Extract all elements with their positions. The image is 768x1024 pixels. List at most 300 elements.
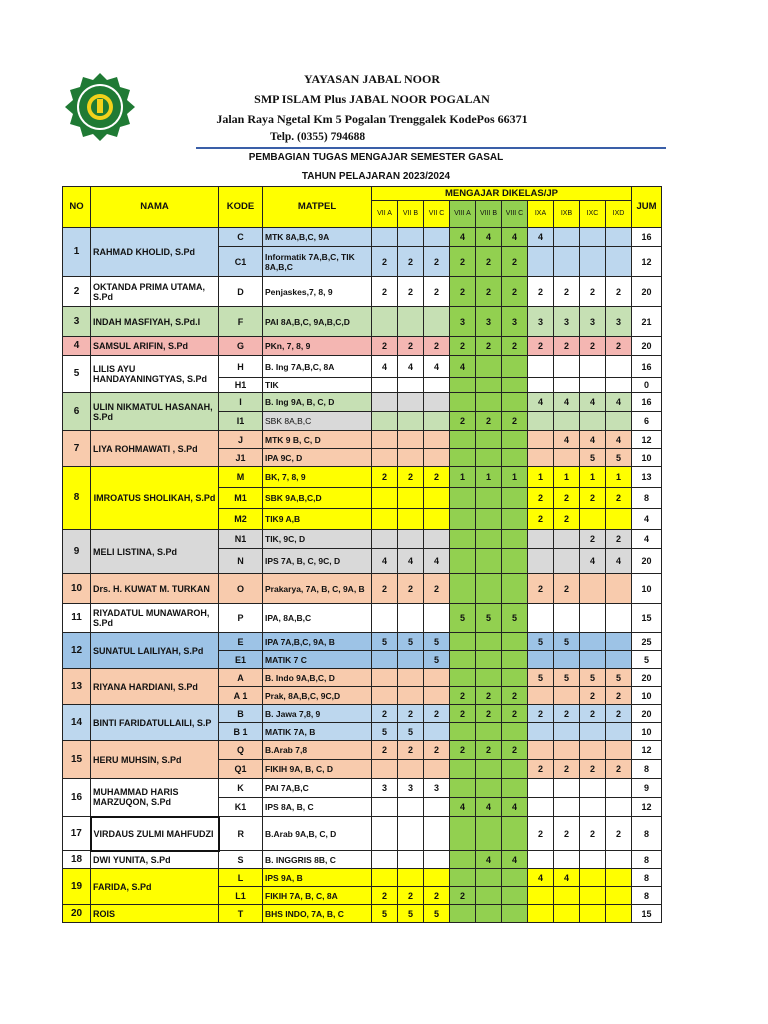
lesson-hours: 2 xyxy=(528,574,554,604)
teacher-name: RAHMAD KHOLID, S.Pd xyxy=(91,228,219,277)
lesson-hours: 2 xyxy=(372,467,398,488)
subject-code: C xyxy=(219,228,263,247)
subject-code: D xyxy=(219,277,263,307)
lesson-hours xyxy=(528,851,554,869)
lesson-hours xyxy=(528,604,554,633)
lesson-hours xyxy=(424,488,450,509)
subject-name: B. INGGRIS 8B, C xyxy=(263,851,372,869)
teacher-no: 11 xyxy=(63,604,91,633)
lesson-hours xyxy=(606,356,632,378)
header-class: VIII B xyxy=(476,201,502,228)
subject-name: IPS 8A, B, C xyxy=(263,798,372,817)
lesson-hours xyxy=(606,412,632,431)
lesson-hours: 2 xyxy=(606,530,632,549)
lesson-hours: 3 xyxy=(502,307,528,337)
lesson-hours xyxy=(398,604,424,633)
lesson-hours xyxy=(450,851,476,869)
lesson-hours xyxy=(450,431,476,449)
total-hours: 8 xyxy=(632,887,662,905)
subject-name: B. Indo 9A,B,C, D xyxy=(263,669,372,687)
lesson-hours xyxy=(398,488,424,509)
teacher-name: HERU MUHSIN, S.Pd xyxy=(91,741,219,779)
lesson-hours xyxy=(528,687,554,705)
lesson-hours xyxy=(580,574,606,604)
lesson-hours xyxy=(398,393,424,412)
lesson-hours xyxy=(398,412,424,431)
lesson-hours xyxy=(554,356,580,378)
lesson-hours xyxy=(424,687,450,705)
total-hours: 15 xyxy=(632,604,662,633)
subject-name: TIK9 A,B xyxy=(263,509,372,530)
lesson-hours: 2 xyxy=(424,741,450,760)
lesson-hours: 2 xyxy=(398,337,424,356)
lesson-hours xyxy=(580,869,606,887)
lesson-hours: 2 xyxy=(398,574,424,604)
total-hours: 16 xyxy=(632,228,662,247)
document-year: TAHUN PELAJARAN 2023/2024 xyxy=(301,171,451,182)
lesson-hours: 5 xyxy=(372,905,398,923)
subject-name: B. Ing 9A, B, C, D xyxy=(263,393,372,412)
lesson-hours xyxy=(424,228,450,247)
lesson-hours xyxy=(398,798,424,817)
lesson-hours xyxy=(554,851,580,869)
teacher-no: 8 xyxy=(63,467,91,530)
lesson-hours xyxy=(580,779,606,798)
lesson-hours: 4 xyxy=(528,228,554,247)
lesson-hours xyxy=(372,509,398,530)
lesson-hours xyxy=(424,449,450,467)
lesson-hours xyxy=(476,549,502,574)
lesson-hours xyxy=(528,741,554,760)
lesson-hours: 2 xyxy=(554,509,580,530)
lesson-hours xyxy=(372,760,398,779)
lesson-hours: 2 xyxy=(528,337,554,356)
lesson-hours: 2 xyxy=(398,277,424,307)
lesson-hours: 2 xyxy=(424,574,450,604)
teacher-no: 13 xyxy=(63,669,91,705)
lesson-hours xyxy=(554,247,580,277)
lesson-hours: 4 xyxy=(372,356,398,378)
lesson-hours: 1 xyxy=(476,467,502,488)
header-class: IXA xyxy=(528,201,554,228)
lesson-hours: 5 xyxy=(606,449,632,467)
total-hours: 8 xyxy=(632,760,662,779)
teacher-no: 3 xyxy=(63,307,91,337)
total-hours: 20 xyxy=(632,705,662,723)
lesson-hours xyxy=(502,431,528,449)
lesson-hours: 3 xyxy=(398,779,424,798)
lesson-hours: 4 xyxy=(580,431,606,449)
lesson-hours xyxy=(450,669,476,687)
lesson-hours xyxy=(372,869,398,887)
lesson-hours: 2 xyxy=(398,247,424,277)
teacher-name: Drs. H. KUWAT M. TURKAN xyxy=(91,574,219,604)
lesson-hours xyxy=(554,378,580,393)
lesson-hours: 2 xyxy=(580,488,606,509)
lesson-hours xyxy=(580,509,606,530)
lesson-hours xyxy=(372,488,398,509)
subject-name: Penjaskes,7, 8, 9 xyxy=(263,277,372,307)
table-row xyxy=(63,633,662,651)
lesson-hours xyxy=(502,760,528,779)
teacher-name: MUHAMMAD HARIS MARZUQON, S.Pd xyxy=(91,779,219,817)
lesson-hours: 2 xyxy=(554,277,580,307)
lesson-hours xyxy=(554,651,580,669)
header-class: IXB xyxy=(554,201,580,228)
header-class: VIII A xyxy=(450,201,476,228)
lesson-hours: 2 xyxy=(580,817,606,851)
lesson-hours xyxy=(450,817,476,851)
lesson-hours: 2 xyxy=(580,337,606,356)
lesson-hours xyxy=(528,378,554,393)
lesson-hours: 2 xyxy=(502,247,528,277)
lesson-hours: 4 xyxy=(502,228,528,247)
lesson-hours: 2 xyxy=(554,488,580,509)
lesson-hours xyxy=(502,378,528,393)
lesson-hours xyxy=(606,798,632,817)
lesson-hours: 2 xyxy=(398,887,424,905)
subject-code: I xyxy=(219,393,263,412)
lesson-hours xyxy=(606,228,632,247)
lesson-hours: 2 xyxy=(606,760,632,779)
subject-name: MTK 9 B, C, D xyxy=(263,431,372,449)
subject-code: K xyxy=(219,779,263,798)
lesson-hours xyxy=(528,356,554,378)
lesson-hours xyxy=(398,509,424,530)
lesson-hours xyxy=(502,869,528,887)
lesson-hours xyxy=(476,633,502,651)
lesson-hours: 2 xyxy=(606,705,632,723)
subject-name: SBK 8A,B,C xyxy=(263,412,372,431)
subject-code: A 1 xyxy=(219,687,263,705)
subject-code: L1 xyxy=(219,887,263,905)
lesson-hours xyxy=(580,887,606,905)
lesson-hours: 4 xyxy=(398,356,424,378)
lesson-hours xyxy=(606,378,632,393)
lesson-hours: 2 xyxy=(372,277,398,307)
lesson-hours xyxy=(554,530,580,549)
lesson-hours xyxy=(424,817,450,851)
lesson-hours xyxy=(398,307,424,337)
lesson-hours: 5 xyxy=(528,669,554,687)
lesson-hours xyxy=(424,798,450,817)
lesson-hours xyxy=(424,431,450,449)
header-class: IXC xyxy=(580,201,606,228)
lesson-hours: 4 xyxy=(580,393,606,412)
lesson-hours xyxy=(398,228,424,247)
lesson-hours xyxy=(502,669,528,687)
subject-code: Q1 xyxy=(219,760,263,779)
total-hours: 12 xyxy=(632,741,662,760)
subject-name: IPA 7A,B,C, 9A, B xyxy=(263,633,372,651)
lesson-hours: 1 xyxy=(450,467,476,488)
subject-name: PAI 7A,B,C xyxy=(263,779,372,798)
table-row xyxy=(63,228,662,247)
total-hours: 8 xyxy=(632,488,662,509)
lesson-hours: 2 xyxy=(606,337,632,356)
lesson-hours: 2 xyxy=(580,705,606,723)
lesson-hours xyxy=(502,779,528,798)
total-hours: 10 xyxy=(632,449,662,467)
lesson-hours: 4 xyxy=(606,431,632,449)
subject-name: PKn, 7, 8, 9 xyxy=(263,337,372,356)
teacher-no: 15 xyxy=(63,741,91,779)
subject-code: K1 xyxy=(219,798,263,817)
total-hours: 15 xyxy=(632,905,662,923)
lesson-hours xyxy=(580,604,606,633)
subject-code: M1 xyxy=(219,488,263,509)
lesson-hours xyxy=(580,247,606,277)
school-phone: Telp. (0355) 794688 xyxy=(270,131,366,143)
lesson-hours: 2 xyxy=(502,412,528,431)
total-hours: 20 xyxy=(632,549,662,574)
lesson-hours xyxy=(398,669,424,687)
subject-name: B.Arab 9A,B, C, D xyxy=(263,817,372,851)
lesson-hours: 4 xyxy=(450,356,476,378)
lesson-hours: 4 xyxy=(476,798,502,817)
total-hours: 12 xyxy=(632,247,662,277)
lesson-hours xyxy=(606,723,632,741)
total-hours: 13 xyxy=(632,467,662,488)
lesson-hours xyxy=(398,449,424,467)
subject-name: B. Jawa 7,8, 9 xyxy=(263,705,372,723)
lesson-hours xyxy=(606,905,632,923)
lesson-hours xyxy=(476,723,502,741)
lesson-hours xyxy=(502,509,528,530)
teacher-no: 10 xyxy=(63,574,91,604)
lesson-hours: 2 xyxy=(372,741,398,760)
lesson-hours xyxy=(606,741,632,760)
lesson-hours: 2 xyxy=(450,687,476,705)
lesson-hours xyxy=(502,905,528,923)
lesson-hours xyxy=(424,723,450,741)
lesson-hours xyxy=(476,869,502,887)
table-row xyxy=(63,817,662,851)
table-header xyxy=(63,187,662,228)
subject-code: N xyxy=(219,549,263,574)
lesson-hours xyxy=(554,887,580,905)
lesson-hours: 2 xyxy=(450,741,476,760)
lesson-hours: 2 xyxy=(502,687,528,705)
lesson-hours: 2 xyxy=(424,887,450,905)
lesson-hours: 2 xyxy=(554,574,580,604)
lesson-hours xyxy=(528,530,554,549)
lesson-hours xyxy=(372,449,398,467)
table-row xyxy=(63,574,662,604)
header-mengajar: MENGAJAR DIKELAS/JP xyxy=(372,187,632,201)
lesson-hours: 4 xyxy=(424,549,450,574)
lesson-hours: 2 xyxy=(580,687,606,705)
lesson-hours: 2 xyxy=(476,337,502,356)
lesson-hours xyxy=(450,723,476,741)
lesson-hours: 4 xyxy=(554,431,580,449)
lesson-hours xyxy=(476,669,502,687)
lesson-hours: 2 xyxy=(476,277,502,307)
lesson-hours: 4 xyxy=(476,228,502,247)
lesson-hours xyxy=(528,247,554,277)
lesson-hours: 5 xyxy=(580,449,606,467)
lesson-hours: 5 xyxy=(424,651,450,669)
lesson-hours xyxy=(424,760,450,779)
subject-code: H1 xyxy=(219,378,263,393)
document-title: PEMBAGIAN TUGAS MENGAJAR SEMESTER GASAL xyxy=(248,152,504,163)
lesson-hours: 2 xyxy=(502,705,528,723)
subject-code: H xyxy=(219,356,263,378)
lesson-hours: 4 xyxy=(554,393,580,412)
lesson-hours xyxy=(476,887,502,905)
subject-name: BK, 7, 8, 9 xyxy=(263,467,372,488)
lesson-hours: 1 xyxy=(606,467,632,488)
subject-code: Q xyxy=(219,741,263,760)
lesson-hours xyxy=(528,412,554,431)
subject-name: TIK, 9C, D xyxy=(263,530,372,549)
teacher-no: 5 xyxy=(63,356,91,393)
lesson-hours xyxy=(476,905,502,923)
lesson-hours xyxy=(580,651,606,669)
lesson-hours: 3 xyxy=(476,307,502,337)
total-hours: 4 xyxy=(632,530,662,549)
subject-code: F xyxy=(219,307,263,337)
school-address: Jalan Raya Ngetal Km 5 Pogalan Trenggalek KodePos 66371 xyxy=(216,112,528,126)
lesson-hours xyxy=(476,651,502,669)
lesson-hours xyxy=(450,449,476,467)
subject-name: B.Arab 7,8 xyxy=(263,741,372,760)
lesson-hours: 2 xyxy=(372,247,398,277)
lesson-hours: 4 xyxy=(450,798,476,817)
lesson-hours xyxy=(476,449,502,467)
lesson-hours xyxy=(398,851,424,869)
school-name: SMP ISLAM Plus JABAL NOOR POGALAN xyxy=(254,92,490,106)
lesson-hours: 4 xyxy=(528,393,554,412)
subject-code: S xyxy=(219,851,263,869)
teacher-no: 4 xyxy=(63,337,91,356)
table-row xyxy=(63,869,662,887)
lesson-hours: 5 xyxy=(398,905,424,923)
lesson-hours xyxy=(398,530,424,549)
lesson-hours xyxy=(398,378,424,393)
table-row xyxy=(63,467,662,488)
lesson-hours xyxy=(450,488,476,509)
lesson-hours xyxy=(502,356,528,378)
lesson-hours xyxy=(476,431,502,449)
subject-code: A xyxy=(219,669,263,687)
lesson-hours xyxy=(372,817,398,851)
header-class: VII B xyxy=(398,201,424,228)
lesson-hours xyxy=(554,687,580,705)
header-class: VIII C xyxy=(502,201,528,228)
total-hours: 20 xyxy=(632,337,662,356)
lesson-hours xyxy=(372,669,398,687)
table-row xyxy=(63,741,662,760)
teacher-name: ROIS xyxy=(91,905,219,923)
teacher-name: BINTI FARIDATULLAILI, S.P xyxy=(91,705,219,741)
subject-code: E1 xyxy=(219,651,263,669)
lesson-hours: 5 xyxy=(372,723,398,741)
teacher-no: 6 xyxy=(63,393,91,431)
lesson-hours: 5 xyxy=(398,723,424,741)
lesson-hours: 5 xyxy=(424,905,450,923)
lesson-hours xyxy=(424,393,450,412)
lesson-hours xyxy=(372,530,398,549)
teacher-name: FARIDA, S.Pd xyxy=(91,869,219,905)
teacher-name: RIYADATUL MUNAWAROH, S.Pd xyxy=(91,604,219,633)
lesson-hours xyxy=(372,307,398,337)
teacher-no: 20 xyxy=(63,905,91,923)
lesson-hours xyxy=(424,604,450,633)
table-row xyxy=(63,277,662,307)
lesson-hours: 2 xyxy=(476,247,502,277)
lesson-hours xyxy=(580,228,606,247)
lesson-hours: 2 xyxy=(476,705,502,723)
teacher-name: MELI LISTINA, S.Pd xyxy=(91,530,219,574)
lesson-hours: 4 xyxy=(528,869,554,887)
lesson-hours xyxy=(554,779,580,798)
lesson-hours xyxy=(450,869,476,887)
lesson-hours: 4 xyxy=(580,549,606,574)
total-hours: 5 xyxy=(632,651,662,669)
lesson-hours xyxy=(528,449,554,467)
teacher-no: 18 xyxy=(63,851,91,869)
teacher-no: 9 xyxy=(63,530,91,574)
lesson-hours: 3 xyxy=(424,779,450,798)
lesson-hours xyxy=(450,378,476,393)
lesson-hours: 2 xyxy=(398,467,424,488)
lesson-hours xyxy=(424,412,450,431)
total-hours: 25 xyxy=(632,633,662,651)
total-hours: 10 xyxy=(632,687,662,705)
lesson-hours xyxy=(554,798,580,817)
lesson-hours: 4 xyxy=(476,851,502,869)
subject-name: IPS 9A, B xyxy=(263,869,372,887)
subject-code: M xyxy=(219,467,263,488)
lesson-hours: 2 xyxy=(606,817,632,851)
lesson-hours xyxy=(554,741,580,760)
lesson-hours: 2 xyxy=(580,277,606,307)
subject-name: BHS INDO, 7A, B, C xyxy=(263,905,372,923)
lesson-hours xyxy=(424,307,450,337)
header-matpel: MATPEL xyxy=(263,187,372,228)
teacher-name: LIYA ROHMAWATI , S.Pd xyxy=(91,431,219,467)
lesson-hours xyxy=(554,604,580,633)
subject-name: MATIK 7 C xyxy=(263,651,372,669)
subject-code: T xyxy=(219,905,263,923)
lesson-hours xyxy=(372,651,398,669)
lesson-hours xyxy=(606,247,632,277)
lesson-hours: 3 xyxy=(372,779,398,798)
foundation-name: YAYASAN JABAL NOOR xyxy=(303,72,441,86)
lesson-hours: 5 xyxy=(580,669,606,687)
lesson-hours: 1 xyxy=(554,467,580,488)
lesson-hours: 2 xyxy=(424,705,450,723)
subject-code: J1 xyxy=(219,449,263,467)
lesson-hours: 3 xyxy=(606,307,632,337)
lesson-hours xyxy=(502,530,528,549)
subject-name: IPS 7A, B, C, 9C, D xyxy=(263,549,372,574)
table-row xyxy=(63,431,662,449)
lesson-hours xyxy=(528,779,554,798)
total-hours: 8 xyxy=(632,851,662,869)
total-hours: 20 xyxy=(632,277,662,307)
lesson-hours xyxy=(554,723,580,741)
lesson-hours: 2 xyxy=(450,412,476,431)
teacher-name: ULIN NIKMATUL HASANAH, S.Pd xyxy=(91,393,219,431)
lesson-hours xyxy=(502,393,528,412)
lesson-hours: 5 xyxy=(424,633,450,651)
subject-code: L xyxy=(219,869,263,887)
lesson-hours: 2 xyxy=(398,705,424,723)
lesson-hours: 2 xyxy=(398,741,424,760)
teacher-no: 2 xyxy=(63,277,91,307)
